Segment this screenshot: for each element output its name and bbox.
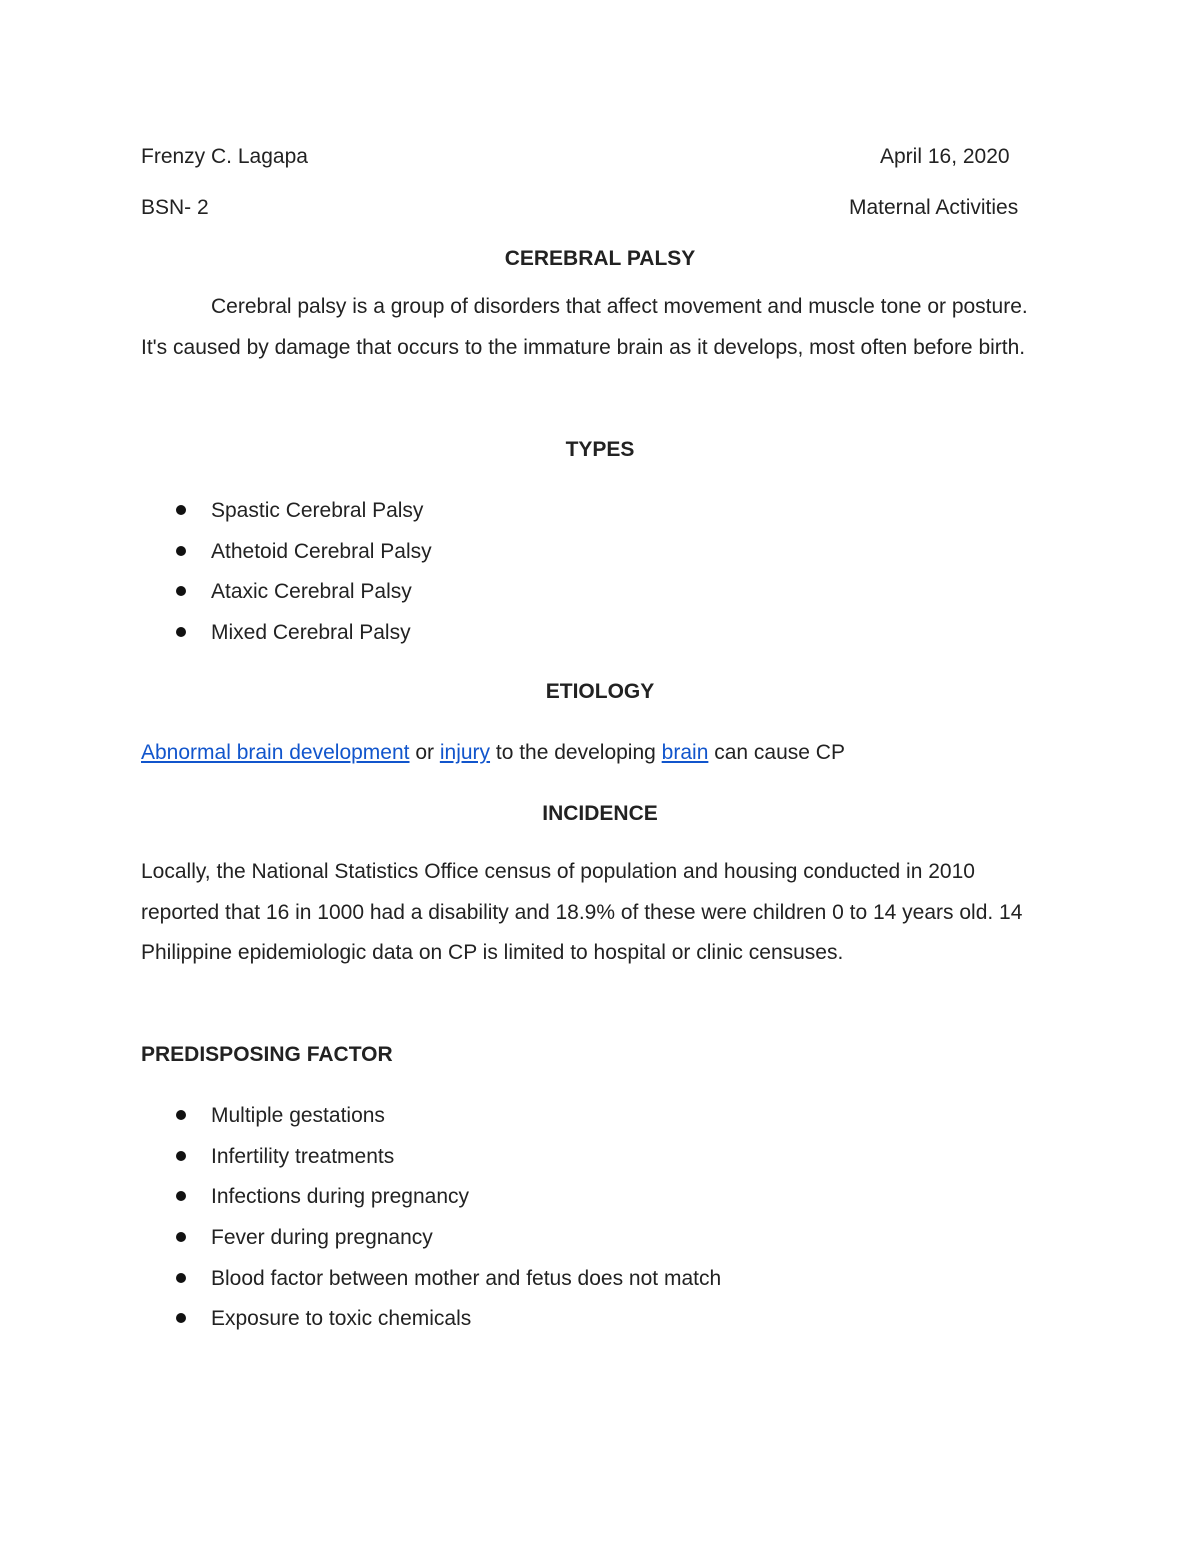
types-list [141,500,432,663]
bullet-icon [176,1110,186,1120]
etiology-heading: ETIOLOGY [545,680,655,703]
list-item-label: Infections during pregnancy [211,1185,469,1209]
etiology-text-1: or [409,741,440,764]
incidence-heading: INCIDENCE [542,802,658,825]
list-item-label: Athetoid Cerebral Palsy [211,539,432,563]
course-label: BSN- 2 [141,196,209,219]
list-item [141,581,432,622]
list-item-label: Exposure to toxic chemicals [211,1307,472,1331]
document-title: CEREBRAL PALSY [504,247,696,270]
etiology-text-2: to the developing [490,741,662,764]
list-item [141,541,432,582]
intro-text: Cerebral palsy is a group of disorders that affect movement and muscle tone or posture. It's caused by damage that occurs to the immature brain as it develops, most often before birth. [141,295,1028,359]
bullet-icon [176,1191,186,1201]
intro-paragraph [141,287,1046,368]
brain-link[interactable]: brain [661,741,709,764]
list-item [141,622,432,663]
subject-label: Maternal Activities [849,196,1019,219]
abnormal-brain-development-link[interactable]: Abnormal brain development [141,741,410,764]
author-name: Frenzy C. Lagapa [141,145,308,168]
list-item [141,1186,721,1227]
etiology-text-3: can cause CP [708,741,845,764]
list-item-label: Multiple gestations [211,1104,385,1127]
bullet-icon [176,546,186,556]
list-item-label: Ataxic Cerebral Palsy [211,580,412,604]
bullet-icon [176,586,186,596]
incidence-paragraph: Locally, the National Statistics Office census of population and housing conducted in 2010 reported that 16 in 1000 had a disability and 18.9% of these were children 0 to 14 years old. 14 Philippine epidemiologic data on CP is limited to hospital or clinic censuses. [141,860,1023,965]
bullet-icon [176,1151,186,1161]
list-item [141,1268,721,1309]
bullet-icon [176,1232,186,1242]
document-date: April 16, 2020 [880,145,1010,168]
predisposing-heading: PREDISPOSING FACTOR [141,1043,393,1066]
predisposing-list [141,1105,721,1349]
etiology-sentence [141,742,845,763]
bullet-icon [176,1313,186,1323]
bullet-icon [176,1273,186,1283]
list-item [141,1105,721,1146]
list-item [141,1308,721,1349]
list-item-label: Blood factor between mother and fetus does not match [211,1266,722,1290]
list-item-label: Fever during pregnancy [211,1226,433,1250]
list-item-label: Infertility treatments [211,1144,395,1168]
list-item-label: Mixed Cerebral Palsy [211,621,411,645]
bullet-icon [176,627,186,637]
types-heading: TYPES [565,438,635,461]
list-item-label: Spastic Cerebral Palsy [211,499,424,522]
injury-link[interactable]: injury [439,741,491,764]
list-item [141,1146,721,1187]
list-item [141,500,432,541]
bullet-icon [176,505,186,515]
list-item [141,1227,721,1268]
